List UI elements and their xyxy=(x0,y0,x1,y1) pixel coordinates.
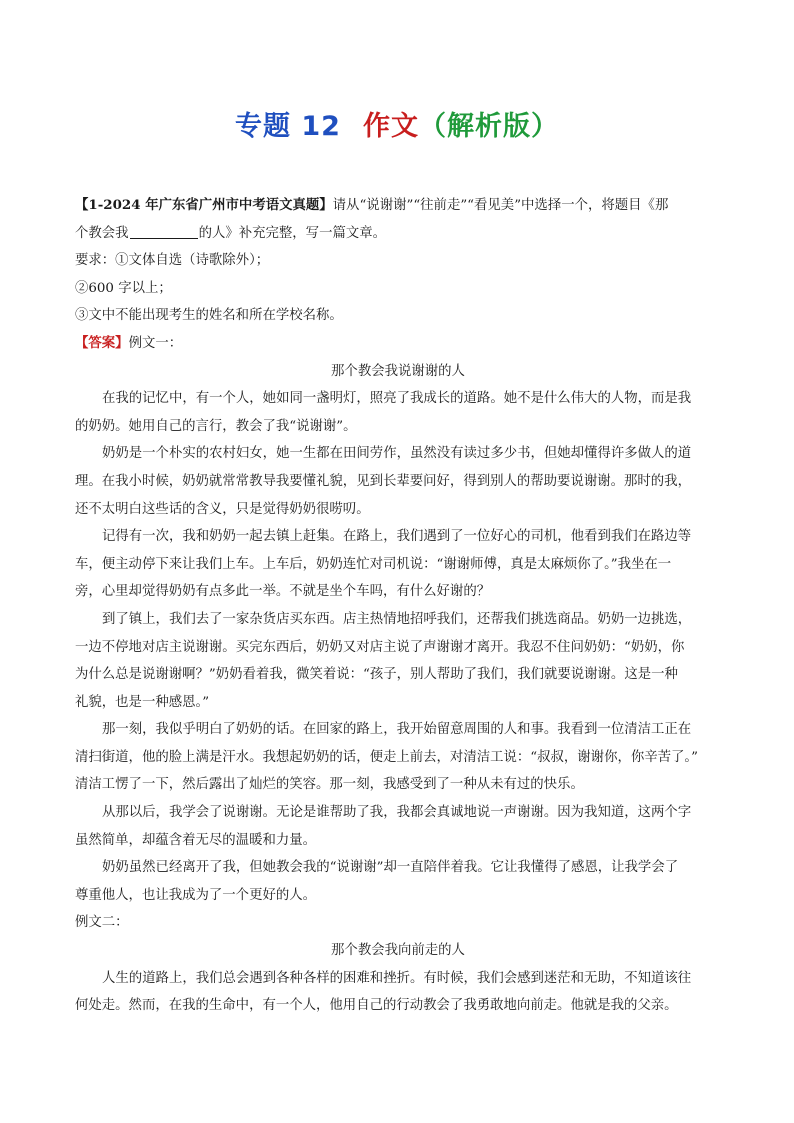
question-text: 个教会我 xyxy=(75,225,129,241)
paragraph-line: 人生的道路上，我们总会遇到各种各样的困难和挫折。有时候，我们会感到迷茫和无助，不知道该往 xyxy=(102,970,692,986)
example-2-title: 那个教会我向前走的人 xyxy=(331,943,465,959)
question-text: 的人》补充完整，写一篇文章。 xyxy=(198,225,387,241)
example-1-title: 那个教会我说谢谢的人 xyxy=(331,363,465,379)
paragraph-line: 的奶奶。她用自己的言行，教会了我“说谢谢”。 xyxy=(75,418,357,434)
title-edition: （解析版） xyxy=(418,111,559,142)
paragraph-line: 清洁工愣了一下，然后露出了灿烂的笑容。那一刻，我感受到了一种从未有过的快乐。 xyxy=(75,777,584,793)
title-topic: 专题 12 xyxy=(235,111,341,142)
paragraph-line: 礼貌，也是一种感恩。” xyxy=(75,694,210,710)
example-1-label: 例文一： xyxy=(128,335,183,351)
answer-heading xyxy=(75,330,721,358)
paragraph-line: 到了镇上，我们去了一家杂货店买东西。店主热情地招呼我们，还帮我们挑选商品。奶奶一边挑选， xyxy=(102,611,692,627)
paragraph-line: 清扫街道，他的脸上满是汗水。我想起奶奶的话，便走上前去，对清洁工说：“叔叔，谢谢你，你辛苦了。” xyxy=(75,749,698,765)
paragraph-line: 旁，心里却觉得奶奶有点多此一举。不就是坐个车吗，有什么好谢的？ xyxy=(75,584,491,600)
example-1-body xyxy=(75,385,721,909)
example-2-body xyxy=(75,965,721,1020)
paragraph-line: 一边不停地对店主说谢谢。买完东西后，奶奶又对店主说了声谢谢才离开。我忍不住问奶奶：“奶奶，你 xyxy=(75,639,685,655)
question-line-1 xyxy=(75,192,721,220)
question-prompt: 请从“说谢谢”“往前走”“看见美”中选择一个，将题目《那 xyxy=(332,198,669,213)
paragraph-line: 何处走。然而，在我的生命中，有一个人，他用自己的行动教会了我勇敢地向前走。他就是我的父亲。 xyxy=(75,998,678,1014)
requirement-2: ②600 字以上； xyxy=(75,280,172,296)
paragraph-line: 在我的记忆中，有一个人，她如同一盏明灯，照亮了我成长的道路。她不是什么伟大的人物，而是我 xyxy=(102,391,692,407)
paragraph-line: 车，便主动停下来让我们上车。上车后，奶奶连忙对司机说：“谢谢师傅，真是太麻烦你了。”我坐在一 xyxy=(75,556,672,572)
paragraph-line: 奶奶虽然已经离开了我，但她教会我的“说谢谢”却一直陪伴着我。它让我懂得了感恩，让我学会了 xyxy=(102,860,679,876)
paragraph-line: 奶奶是一个朴实的农村妇女，她一生都在田间劳作，虽然没有读过多少书，但她却懂得许多做人的道 xyxy=(102,446,692,462)
paragraph-line: 从那以后，我学会了说谢谢。无论是谁帮助了我，我都会真诚地说一声谢谢。因为我知道，这两个字 xyxy=(102,805,692,821)
paragraph-line: 那一刻，我似乎明白了奶奶的话。在回家的路上，我开始留意周围的人和事。我看到一位清洁工正在 xyxy=(102,722,692,738)
paragraph-line: 理。在我小时候，奶奶就常常教导我要懂礼貌，见到长辈要问好，得到别人的帮助要说谢谢。那时的我， xyxy=(75,473,691,489)
title-subject: 作文 xyxy=(362,111,419,142)
answer-tag: 【答案】 xyxy=(75,334,129,351)
paragraph-line: 尊重他人，也让我成为了一个更好的人。 xyxy=(75,887,317,903)
question-line-2 xyxy=(75,220,721,248)
paragraph-line: 还不太明白这些话的含义，只是觉得奶奶很唠叨。 xyxy=(75,501,370,517)
requirement-3: ③文中不能出现考生的姓名和所在学校名称。 xyxy=(75,308,343,324)
page-title xyxy=(0,104,794,143)
requirement-1: 要求：①文体自选（诗歌除外）； xyxy=(75,253,270,269)
fill-in-blank xyxy=(130,223,198,239)
document-body xyxy=(75,192,721,1020)
paragraph-line: 记得有一次，我和奶奶一起去镇上赶集。在路上，我们遇到了一位好心的司机，他看到我们在路边等 xyxy=(102,529,692,545)
paragraph-line: 为什么总是说谢谢啊？”奶奶看着我，微笑着说：“孩子，别人帮助了我们，我们就要说谢谢。这是一种 xyxy=(75,667,678,683)
question-source-tag: 【1-2024 年广东省广州市中考语文真题】 xyxy=(75,197,333,213)
example-2-label: 例文二： xyxy=(75,915,129,931)
paragraph-line: 虽然简单，却蕴含着无尽的温暖和力量。 xyxy=(75,832,317,848)
